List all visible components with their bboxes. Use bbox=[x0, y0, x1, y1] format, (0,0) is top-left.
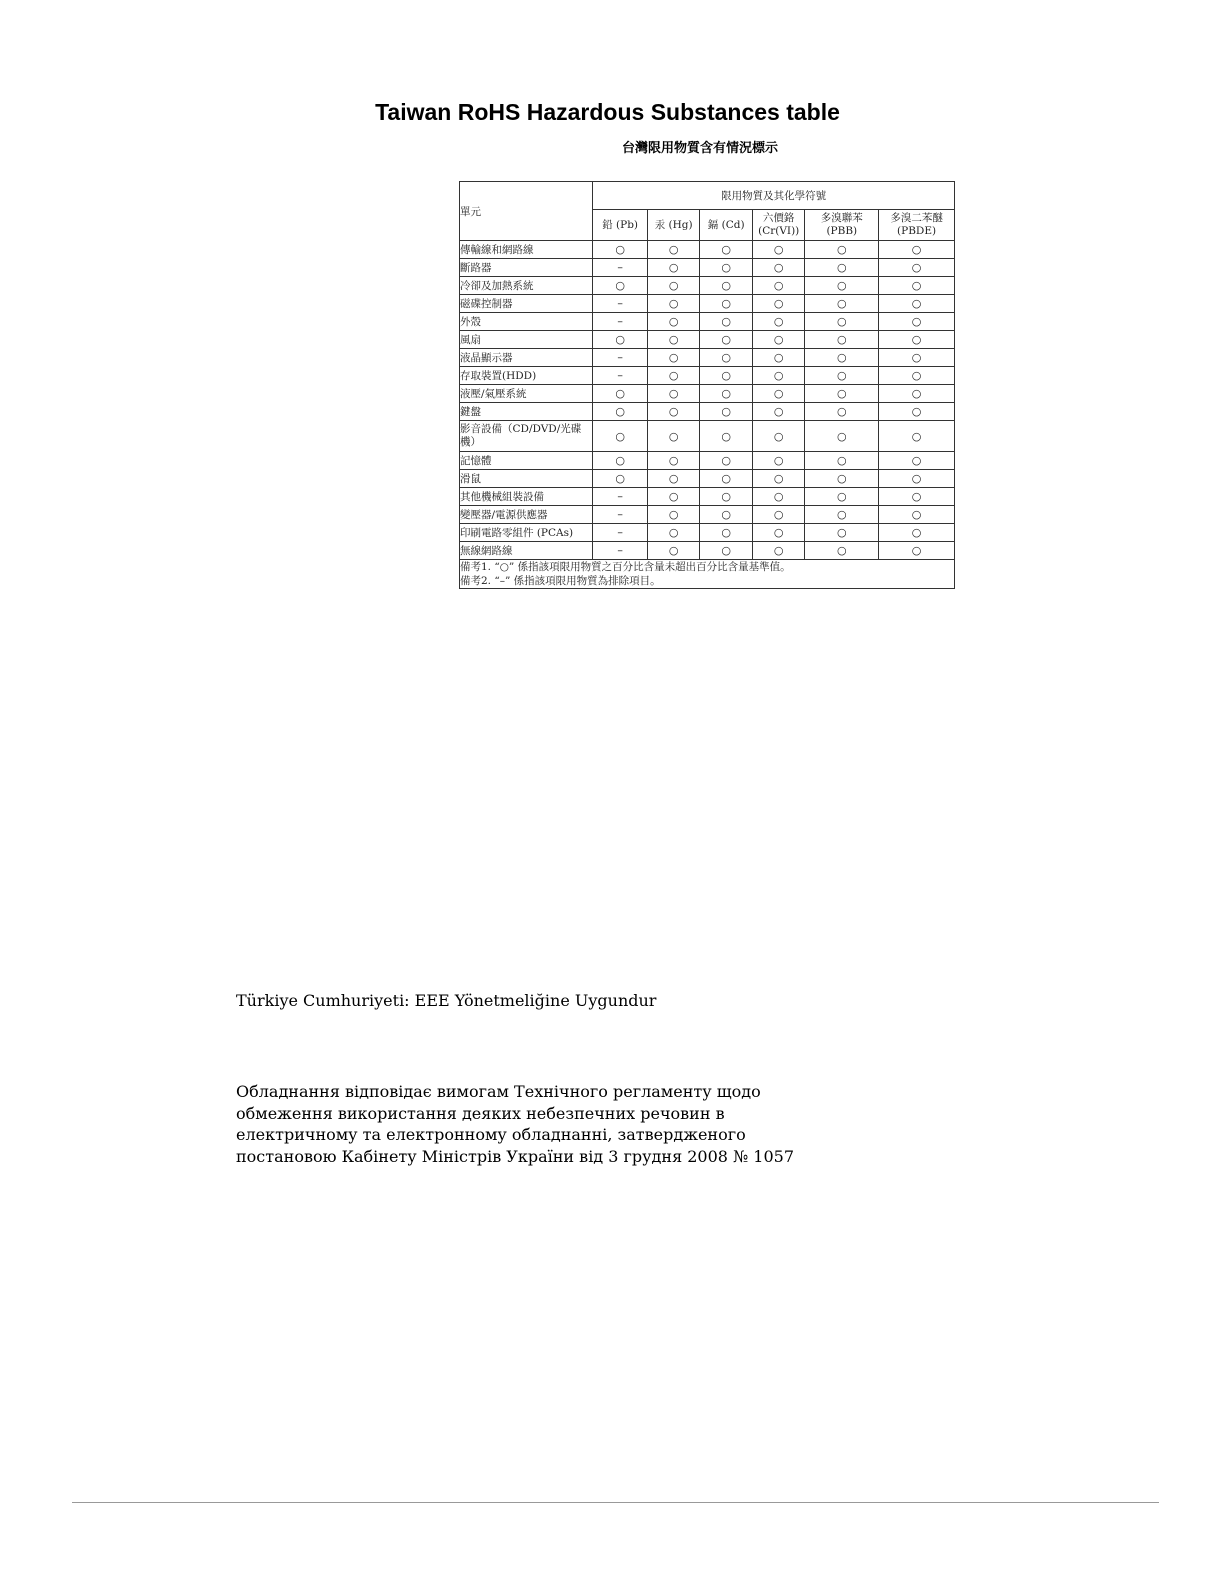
substance-mark-cell: ○ bbox=[805, 403, 879, 421]
substance-name: 六價鉻 bbox=[762, 212, 795, 224]
substance-name: 多溴二苯醚 bbox=[890, 212, 943, 224]
table-row bbox=[460, 259, 955, 277]
substance-mark-cell: ○ bbox=[700, 295, 753, 313]
substance-mark-cell: ○ bbox=[805, 488, 879, 506]
substance-mark-cell: – bbox=[593, 259, 648, 277]
substance-mark-cell: ○ bbox=[752, 259, 805, 277]
substance-mark-cell: ○ bbox=[879, 403, 955, 421]
substance-mark-cell: ○ bbox=[879, 367, 955, 385]
substance-name: 鉛 (Pb) bbox=[602, 218, 639, 231]
substance-mark-cell: ○ bbox=[647, 403, 700, 421]
unit-name-cell: 印刷電路零組件 (PCAs) bbox=[460, 524, 593, 542]
substance-mark-cell: ○ bbox=[647, 488, 700, 506]
unit-name-cell: 風扇 bbox=[460, 331, 593, 349]
substance-mark-cell: ○ bbox=[647, 421, 700, 452]
substance-mark-cell: ○ bbox=[700, 488, 753, 506]
unit-name-cell: 存取裝置(HDD) bbox=[460, 367, 593, 385]
substance-mark-cell: ○ bbox=[752, 542, 805, 560]
substance-mark-cell: ○ bbox=[647, 470, 700, 488]
substance-symbol: (PBB) bbox=[826, 225, 858, 237]
substance-mark-cell: ○ bbox=[647, 241, 700, 259]
page-title-text: Taiwan RoHS Hazardous Substances table bbox=[375, 99, 840, 125]
substance-mark-cell: ○ bbox=[805, 349, 879, 367]
substance-column-header bbox=[752, 210, 805, 241]
substance-mark-cell: ○ bbox=[752, 277, 805, 295]
substance-mark-cell: ○ bbox=[700, 385, 753, 403]
substance-mark-cell: ○ bbox=[805, 331, 879, 349]
substance-mark-cell: ○ bbox=[593, 421, 648, 452]
substance-mark-cell: ○ bbox=[752, 488, 805, 506]
substance-mark-cell: ○ bbox=[647, 542, 700, 560]
table-row bbox=[460, 385, 955, 403]
substance-mark-cell: ○ bbox=[700, 524, 753, 542]
table-row bbox=[460, 524, 955, 542]
table-row bbox=[460, 470, 955, 488]
substance-mark-cell: ○ bbox=[647, 452, 700, 470]
unit-header: 單元 bbox=[460, 182, 593, 241]
substance-mark-cell: ○ bbox=[700, 470, 753, 488]
substance-mark-cell: ○ bbox=[879, 488, 955, 506]
substance-mark-cell: – bbox=[593, 488, 648, 506]
substance-mark-cell: ○ bbox=[752, 403, 805, 421]
table-row bbox=[460, 277, 955, 295]
ukraine-line: обмеження використання деяких небезпечних речовин в bbox=[236, 1103, 725, 1123]
unit-name-cell: 其他機械組裝設備 bbox=[460, 488, 593, 506]
substance-mark-cell: ○ bbox=[752, 452, 805, 470]
table-row bbox=[460, 452, 955, 470]
substance-mark-cell: ○ bbox=[805, 313, 879, 331]
substance-mark-cell: ○ bbox=[805, 524, 879, 542]
substance-mark-cell: ○ bbox=[700, 313, 753, 331]
substance-mark-cell: ○ bbox=[752, 367, 805, 385]
substance-mark-cell: ○ bbox=[647, 385, 700, 403]
unit-name-cell: 影音設備（CD/DVD/光碟機） bbox=[460, 421, 593, 452]
substance-mark-cell: ○ bbox=[647, 349, 700, 367]
page-title bbox=[0, 99, 1225, 126]
substance-name: 多溴聯苯 bbox=[820, 212, 863, 224]
substance-mark-cell: ○ bbox=[700, 421, 753, 452]
table-row bbox=[460, 421, 955, 452]
substance-column-header bbox=[805, 210, 879, 241]
substance-mark-cell: ○ bbox=[879, 452, 955, 470]
table-row bbox=[460, 349, 955, 367]
substance-mark-cell: ○ bbox=[593, 385, 648, 403]
substance-symbol: (PBDE) bbox=[897, 225, 937, 237]
substance-mark-cell: – bbox=[593, 295, 648, 313]
substance-mark-cell: ○ bbox=[700, 506, 753, 524]
ukraine-line: Обладнання відповідає вимогам Технічного регламенту щодо bbox=[236, 1082, 761, 1101]
notes-row bbox=[460, 560, 955, 589]
substance-column-header bbox=[593, 210, 648, 241]
unit-name-cell: 變壓器/電源供應器 bbox=[460, 506, 593, 524]
table-note: 備考2. “–” 係指該項限用物質為排除項目。 bbox=[460, 575, 661, 587]
unit-name-cell: 磁碟控制器 bbox=[460, 295, 593, 313]
page-subtitle: 台灣限用物質含有情況標示 bbox=[621, 141, 778, 156]
table-row bbox=[460, 506, 955, 524]
substance-mark-cell: ○ bbox=[700, 452, 753, 470]
table-row bbox=[460, 313, 955, 331]
substance-mark-cell: ○ bbox=[752, 331, 805, 349]
substance-mark-cell: ○ bbox=[647, 331, 700, 349]
substance-mark-cell: ○ bbox=[700, 331, 753, 349]
table-row bbox=[460, 241, 955, 259]
substance-mark-cell: ○ bbox=[805, 506, 879, 524]
table-row bbox=[460, 331, 955, 349]
substance-mark-cell: ○ bbox=[593, 241, 648, 259]
substance-mark-cell: ○ bbox=[805, 542, 879, 560]
substance-name: 鎘 (Cd) bbox=[707, 218, 745, 231]
substance-mark-cell: – bbox=[593, 367, 648, 385]
substance-mark-cell: ○ bbox=[752, 506, 805, 524]
substance-mark-cell: ○ bbox=[593, 403, 648, 421]
substance-mark-cell: ○ bbox=[879, 259, 955, 277]
substance-mark-cell: ○ bbox=[700, 277, 753, 295]
substance-mark-cell: ○ bbox=[593, 470, 648, 488]
unit-name-cell: 記憶體 bbox=[460, 452, 593, 470]
substance-mark-cell: ○ bbox=[879, 277, 955, 295]
unit-name-cell: 斷路器 bbox=[460, 259, 593, 277]
unit-name-cell: 傳輸線和網路線 bbox=[460, 241, 593, 259]
substance-mark-cell: ○ bbox=[593, 277, 648, 295]
substance-mark-cell: – bbox=[593, 313, 648, 331]
substance-mark-cell: ○ bbox=[879, 349, 955, 367]
substance-mark-cell: ○ bbox=[805, 277, 879, 295]
table-body bbox=[460, 241, 955, 589]
notes-cell bbox=[460, 560, 955, 589]
substance-mark-cell: – bbox=[593, 349, 648, 367]
substance-mark-cell: ○ bbox=[647, 295, 700, 313]
substances-group-header: 限用物質及其化學符號 bbox=[593, 182, 955, 210]
footer-divider bbox=[72, 1502, 1159, 1503]
ukraine-compliance-text bbox=[236, 1081, 794, 1167]
table-row bbox=[460, 403, 955, 421]
substance-mark-cell: ○ bbox=[700, 542, 753, 560]
table-row bbox=[460, 488, 955, 506]
substance-mark-cell: ○ bbox=[805, 295, 879, 313]
substance-column-header bbox=[647, 210, 700, 241]
ukraine-line: електричному та електронному обладнанні, затвердженого bbox=[236, 1125, 746, 1144]
unit-name-cell: 無線網路線 bbox=[460, 542, 593, 560]
substance-mark-cell: ○ bbox=[752, 313, 805, 331]
substance-mark-cell: ○ bbox=[879, 331, 955, 349]
substance-mark-cell: ○ bbox=[879, 295, 955, 313]
substance-name: 汞 (Hg) bbox=[654, 218, 693, 231]
substance-mark-cell: – bbox=[593, 506, 648, 524]
table-note: 備考1. “○” 係指該項限用物質之百分比含量未超出百分比含量基準值。 bbox=[460, 561, 791, 573]
substance-mark-cell: ○ bbox=[805, 367, 879, 385]
unit-name-cell: 外殼 bbox=[460, 313, 593, 331]
substance-mark-cell: ○ bbox=[879, 385, 955, 403]
table-row bbox=[460, 367, 955, 385]
substance-mark-cell: ○ bbox=[700, 367, 753, 385]
unit-name-cell: 鍵盤 bbox=[460, 403, 593, 421]
substance-mark-cell: ○ bbox=[700, 349, 753, 367]
substance-mark-cell: ○ bbox=[752, 349, 805, 367]
substance-mark-cell: ○ bbox=[805, 421, 879, 452]
substance-mark-cell: ○ bbox=[700, 259, 753, 277]
table-row bbox=[460, 542, 955, 560]
substance-mark-cell: ○ bbox=[805, 259, 879, 277]
table-row bbox=[460, 295, 955, 313]
substance-mark-cell: ○ bbox=[805, 452, 879, 470]
substance-mark-cell: ○ bbox=[647, 524, 700, 542]
substance-mark-cell: ○ bbox=[805, 385, 879, 403]
substance-mark-cell: ○ bbox=[752, 385, 805, 403]
substance-mark-cell: – bbox=[593, 524, 648, 542]
substance-mark-cell: ○ bbox=[647, 277, 700, 295]
substance-mark-cell: – bbox=[593, 542, 648, 560]
unit-name-cell: 液壓/氣壓系統 bbox=[460, 385, 593, 403]
substance-mark-cell: ○ bbox=[879, 313, 955, 331]
substance-mark-cell: ○ bbox=[647, 367, 700, 385]
substance-mark-cell: ○ bbox=[752, 241, 805, 259]
substance-mark-cell: ○ bbox=[752, 421, 805, 452]
substance-mark-cell: ○ bbox=[700, 241, 753, 259]
ukraine-line: постановою Кабінету Міністрів України від 3 грудня 2008 № 1057 bbox=[236, 1146, 794, 1166]
unit-name-cell: 冷卻及加熱系統 bbox=[460, 277, 593, 295]
substance-mark-cell: ○ bbox=[752, 470, 805, 488]
unit-name-cell: 液晶顯示器 bbox=[460, 349, 593, 367]
table-header-row bbox=[460, 182, 955, 210]
substance-mark-cell: ○ bbox=[647, 259, 700, 277]
substance-mark-cell: ○ bbox=[879, 421, 955, 452]
substance-mark-cell: ○ bbox=[593, 452, 648, 470]
substance-mark-cell: ○ bbox=[879, 241, 955, 259]
substance-symbol: (Cr(VI)) bbox=[758, 225, 800, 237]
substance-mark-cell: ○ bbox=[879, 506, 955, 524]
substance-mark-cell: ○ bbox=[647, 313, 700, 331]
substance-mark-cell: ○ bbox=[879, 524, 955, 542]
substance-mark-cell: ○ bbox=[593, 331, 648, 349]
turkey-compliance-text: Türkiye Cumhuriyeti: EEE Yönetmeliğine Uygundur bbox=[236, 991, 657, 1010]
substance-mark-cell: ○ bbox=[879, 470, 955, 488]
substance-column-header bbox=[700, 210, 753, 241]
rohs-table bbox=[459, 181, 955, 589]
substance-mark-cell: ○ bbox=[752, 295, 805, 313]
substance-mark-cell: ○ bbox=[879, 542, 955, 560]
substance-mark-cell: ○ bbox=[647, 506, 700, 524]
substance-mark-cell: ○ bbox=[752, 524, 805, 542]
unit-name-cell: 滑鼠 bbox=[460, 470, 593, 488]
substance-mark-cell: ○ bbox=[700, 403, 753, 421]
substance-mark-cell: ○ bbox=[805, 470, 879, 488]
substance-column-header bbox=[879, 210, 955, 241]
substance-mark-cell: ○ bbox=[805, 241, 879, 259]
